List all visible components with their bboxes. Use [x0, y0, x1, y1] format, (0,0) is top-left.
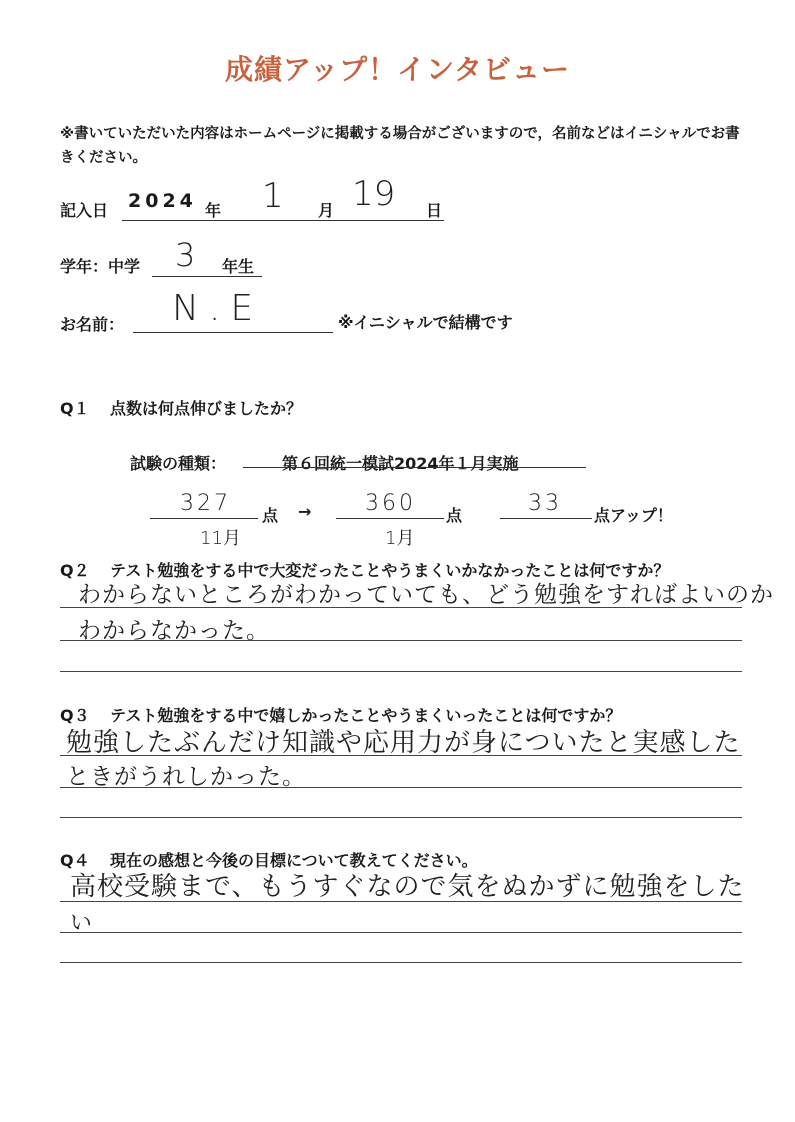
privacy-notice: ※書いていただいた内容はホームページに掲載する場合がございますので，名前などはイニシャルでお書きください。	[60, 126, 740, 166]
entry-year-unit: 年	[205, 201, 222, 220]
exam-type-value: 第６回統一模試2024年１月実施	[282, 454, 519, 473]
q3-rule-1	[60, 755, 742, 756]
q1-text: 点数は何点伸びましたか？	[110, 399, 303, 418]
q2-rule-1	[60, 607, 742, 608]
q4-answer-line-1: 高校受験まで、もうすぐなので気をぬかずに勉強をした	[70, 872, 745, 902]
q2-answer-line-2: わからなかった。	[78, 618, 270, 644]
exam-type-underline	[243, 467, 586, 468]
q4-rule-2	[60, 932, 742, 933]
grade-label: 学年：中学	[60, 257, 141, 276]
q4-text: 現在の感想と今後の目標について教えてください。	[110, 851, 478, 870]
name-note: ※イニシャルで結構です	[338, 313, 513, 332]
q4-answer-line-2: い	[70, 911, 94, 936]
score-before-value: 327	[180, 491, 231, 516]
entry-day-unit: 日	[426, 201, 443, 220]
grade-value: 3	[175, 236, 196, 274]
page-title: 成績アップ！インタビュー	[225, 53, 570, 86]
arrow-icon: →	[298, 502, 312, 521]
entry-month-unit: 月	[318, 201, 335, 220]
q4-label: Q４	[60, 851, 90, 870]
q2-rule-2	[60, 640, 742, 641]
q3-rule-3	[60, 817, 742, 818]
q3-text: テスト勉強をする中で嬉しかったことやうまくいったことは何ですか？	[110, 706, 622, 725]
entry-month-value: 1	[262, 176, 284, 216]
score-before-underline	[150, 518, 258, 519]
entry-date-label: 記入日	[60, 201, 109, 220]
point-unit-after: 点	[446, 506, 463, 525]
name-value: N.E	[172, 288, 264, 329]
q4-rule-1	[60, 901, 742, 902]
q2-answer-line-1: わからないところがわかっていても、どう勉強をすればよいのか	[78, 582, 774, 608]
q1-label: Q１	[60, 399, 90, 418]
score-gain-underline	[500, 518, 592, 519]
score-after-note: 1月	[385, 528, 415, 549]
entry-date-underline	[122, 220, 444, 221]
q3-label: Q３	[60, 706, 90, 725]
point-unit-before: 点	[262, 506, 279, 525]
q4-rule-3	[60, 962, 742, 963]
score-after-underline	[336, 518, 444, 519]
score-before-note: 11月	[200, 528, 241, 549]
q2-label: Q２	[60, 561, 90, 580]
q2-rule-3	[60, 671, 742, 672]
name-label: お名前：	[60, 315, 125, 334]
grade-underline	[152, 276, 262, 277]
q3-answer-line-2: ときがうれしかった。	[66, 764, 306, 790]
q3-rule-2	[60, 787, 742, 788]
name-underline	[133, 332, 333, 333]
grade-unit: 年生	[222, 257, 255, 276]
score-gain-value: 33	[528, 491, 562, 516]
score-gain-unit: 点アップ！	[594, 506, 673, 525]
q2-text: テスト勉強をする中で大変だったことやうまくいかなかったことは何ですか？	[110, 561, 670, 580]
entry-day-value: 19	[352, 174, 396, 214]
q3-answer-line-1: 勉強したぶんだけ知識や応用力が身についたと実感した	[66, 728, 741, 758]
entry-year-value: 2024	[128, 190, 197, 212]
exam-type-label: 試験の種類：	[130, 454, 227, 473]
score-after-value: 360	[365, 491, 416, 516]
